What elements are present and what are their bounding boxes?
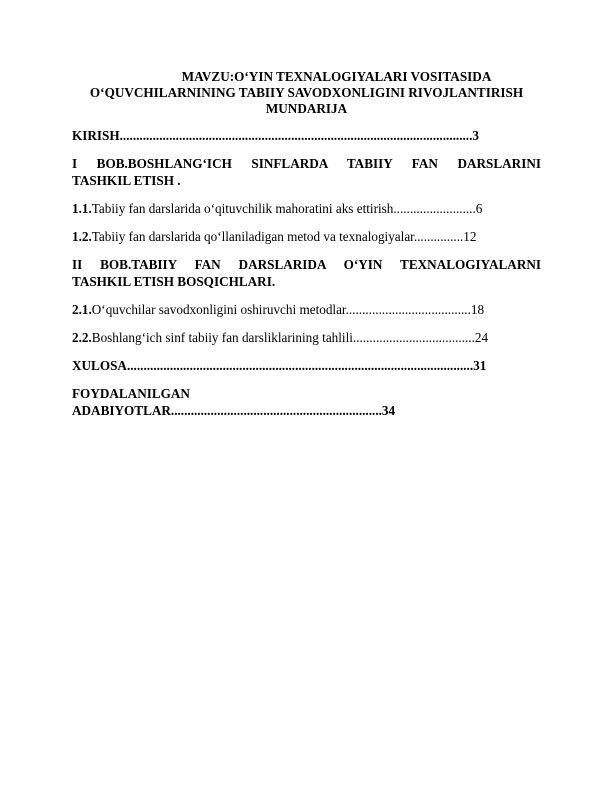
section-number: 2.2. [72,330,92,345]
toc-entry-1-2 [72,228,541,245]
chapter-1-title: I BOB.BOSHLANG‘ICH SINFLARDA TABIIY FAN DARSLARINI [72,156,541,171]
section-title: Boshlang‘ich sinf tabiiy fan darsliklarining tahlili.....................................24 [91,330,489,345]
toc-chapter-2 [72,256,541,290]
toc-entry-references [72,385,541,419]
toc-entry-2-2 [72,329,541,346]
toc-chapter-1 [72,155,541,189]
references-title: FOYDALANILGAN [72,386,190,401]
section-number: 1.2. [72,229,92,244]
chapter-2-title: II BOB.TABIIY FAN DARSLARIDA O‘YIN TEXNALOGIYALARNI [72,257,541,272]
document-content [72,69,541,430]
references-title-cont: ADABIYOTLAR................................................................34 [72,403,396,418]
chapter-1-title-cont: TASHKIL ETISH . [72,173,181,188]
toc-entry-2-1 [72,301,541,318]
section-number: 2.1. [72,302,92,317]
title-line-1 [72,69,541,85]
section-number: 1.1. [72,201,92,216]
section-title: O‘quvchilar savodxonligini oshiruvchi metodlar......................................18 [91,302,485,317]
toc-entry-kirish: KIRISH...........................................................................................................3 [72,128,479,143]
title-line-2: O‘QUVCHILARNINING TABIIY SAVODXONLIGINI RIVOJLANTIRISH [89,85,524,100]
chapter-2-title-cont: TASHKIL ETISH BOSQICHLARI. [72,274,276,289]
title-line-1-text: MAVZU:O‘YIN TEXNALOGIYALARI VOSITASIDA [181,69,492,84]
toc-heading: MUNDARIJA [265,101,348,116]
toc-entry-1-1 [72,200,541,217]
section-title: Tabiiy fan darslarida o‘qituvchilik mahoratini aks ettirish.........................6 [91,201,483,216]
toc-entry-xulosa: XULOSA.........................................................................................................31 [72,358,487,373]
section-title: Tabiiy fan darslarida qo‘llaniladigan metod va texnalogiyalar...............12 [91,229,477,244]
